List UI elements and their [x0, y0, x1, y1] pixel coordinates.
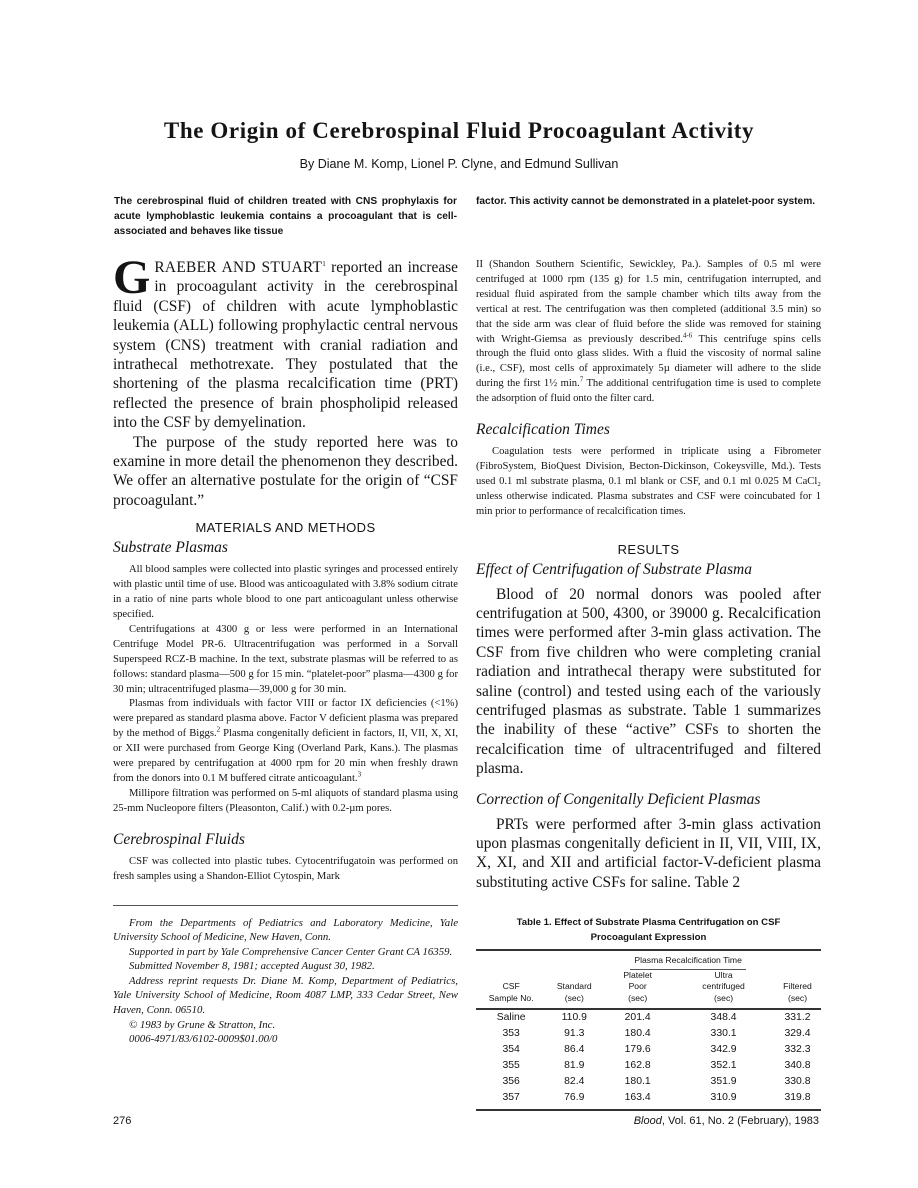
- data-table: [476, 949, 821, 1111]
- cell-sample: 357: [476, 1090, 546, 1110]
- results-paragraph-1: Blood of 20 normal donors was pooled after centrifugation at 500, 4300, or 39000 g. Recalcification times were performed after 3-min glass activation. The CSF from five children who were completing cranial radiation and intrathecal therapy were substituted for saline (control) and tested using each of the variously centrifuged plasmas as substrate. Table 1 summarizes the inability of these “active” CSFs to shorten the recalcification time of ultracentrifuged and filtered plasma.: [476, 585, 821, 778]
- intro-text: reported an increase in procoagulant activity in the cerebrospinal fluid (CSF) of children with acute lymphoblastic leukemia (ALL) following prophylactic central nervous system (CNS) treatment with cranial radiation and intrathecal methotrexate. They postulated that the shortening of the plasma recalcification time (PRT) reflected the presence of brain phospholipid released into the CSF by demyelination.: [113, 259, 458, 432]
- text: The additional centrifugation time is used to complete the adsorption of fluid onto the filter card.: [476, 378, 821, 405]
- text: Plasmas from individuals with factor VIII or factor IX deficiencies (<1%) were prepared as standard plasma above. Factor V deficient plasma was prepared by the method of Biggs.: [113, 698, 458, 740]
- cell-filtered: 332.3: [784, 1044, 811, 1056]
- footnote-affiliation: From the Departments of Pediatrics and Laboratory Medicine, Yale University School of Medicine, New Haven, Conn.: [113, 916, 458, 944]
- cell-platelet-poor: 180.1: [624, 1076, 651, 1088]
- intro-paragraph-1: [113, 251, 458, 433]
- col-header: centrifuged: [702, 981, 745, 992]
- table-header-spacer: [774, 950, 821, 970]
- cell-platelet-poor: 201.4: [624, 1012, 651, 1024]
- substrate-paragraph-1: All blood samples were collected into plastic syringes and processed entirely with plastic until time of use. Blood was anticoagulated with 3.8% sodium citrate in a ratio of nine parts whole blood to one part anticoagulant unless otherwise specified.: [113, 564, 458, 620]
- col-header: [476, 970, 546, 982]
- col-header: Platelet: [623, 969, 652, 980]
- table-row: [476, 1090, 821, 1110]
- table-title-line-2: Procoagulant Expression: [590, 931, 707, 943]
- cell-ultracentrifuged: 351.9: [710, 1076, 737, 1088]
- cell-filtered: 331.2: [784, 1012, 811, 1024]
- table-title: [476, 916, 821, 945]
- substrate-paragraph-4: Millipore filtration was performed on 5-ml aliquots of standard plasma using 25-mm Nucleopore filters (Pleasonton, Calif.) with 0.2-µm pores.: [113, 787, 458, 814]
- cell-standard: 91.3: [564, 1028, 585, 1040]
- group-header-label: Plasma Recalcification Time: [630, 951, 745, 970]
- cell-platelet-poor: 162.8: [624, 1060, 651, 1072]
- footnote-reprints: Address reprint requests Dr. Diane M. Komp, Department of Pediatrics, Yale University School of Medicine, Room 4087 LMP, 333 Cedar Street, New Haven, Conn. 06510.: [113, 974, 458, 1017]
- csf-paragraph-continued: [476, 258, 821, 407]
- cell-ultracentrifuged: 348.4: [710, 1012, 737, 1024]
- reference-marker: 3: [357, 770, 362, 779]
- cell-ultracentrifuged: 342.9: [710, 1044, 737, 1056]
- substrate-paragraph-3: [113, 697, 458, 786]
- table-row: [476, 1009, 821, 1026]
- subheading-recalcification-times: Recalcification Times: [476, 421, 610, 439]
- table-group-header: [602, 950, 774, 970]
- substrate-paragraph-2: Centrifugations at 4300 g or less were performed in an International Centrifuge Model PR-6. Ultracentrifugation was performed in a Sorvall Superspeed RCZ-B machine. In the text, substrate plasmas will be referred to as follows: standard plasma—500 g for 15 min. “platelet-poor” plasma—4300 g for 30 min; ultracentrifuged plasma—39,000 g for 30 min.: [113, 623, 458, 695]
- cell-standard: 82.4: [564, 1076, 585, 1088]
- cell-ultracentrifuged: 352.1: [710, 1060, 737, 1072]
- left-column: [113, 251, 458, 1047]
- cell-sample: 353: [502, 1028, 520, 1040]
- cell-platelet-poor: 163.4: [602, 1090, 673, 1110]
- reference-marker: 2: [216, 725, 221, 734]
- text: Plasma congenitally deficient in factors, II, VII, X, XI, or XII were purchased from George King (Overland Park, Kans.). The plasmas were prepared by centrifugation at 4000 rpm for 20 min when freshly drawn from the donors into 0.1 M buffered citrate anticoagulant.: [113, 728, 458, 784]
- journal-name: Blood: [633, 1115, 662, 1127]
- author-line: By Diane M. Komp, Lionel P. Clyne, and Edmund Sullivan: [299, 157, 619, 171]
- col-header: (sec): [774, 993, 821, 1010]
- table-row: [476, 1074, 821, 1090]
- citation-details: , Vol. 61, No. 2 (February), 1983: [661, 1115, 819, 1127]
- col-header: CSF: [502, 981, 520, 992]
- footnote-dates: Submitted November 8, 1981; accepted August 30, 1982.: [129, 960, 375, 973]
- col-header: Ultra: [714, 969, 733, 980]
- lead-authors: RAEBER AND STUART: [154, 259, 323, 276]
- cell-filtered: 319.8: [774, 1090, 821, 1110]
- col-header: Standard: [556, 981, 592, 992]
- cell-ultracentrifuged: 310.9: [673, 1090, 774, 1110]
- drop-cap: G: [113, 251, 151, 304]
- col-header: (sec): [546, 993, 602, 1010]
- cell-standard: 81.9: [564, 1060, 585, 1072]
- reference-marker: 7: [579, 375, 584, 384]
- abstract-left: The cerebrospinal fluid of children treated with CNS prophylaxis for acute lymphoblastic leukemia contains a procoagulant that is cell-associated and behaves like tissue: [114, 196, 457, 238]
- section-heading-results: RESULTS: [617, 541, 680, 557]
- subheading-cerebrospinal-fluids: Cerebrospinal Fluids: [113, 830, 245, 848]
- abstract-right: factor. This activity cannot be demonstrated in a platelet-poor system.: [476, 196, 816, 207]
- table-row: [476, 1042, 821, 1058]
- article-title: The Origin of Cerebrospinal Fluid Procoagulant Activity: [163, 118, 755, 143]
- col-header: Filtered: [783, 981, 812, 992]
- col-header: (sec): [673, 993, 774, 1010]
- csf-paragraph-1: CSF was collected into plastic tubes. Cytocentrifugatoin was performed on fresh samples using a Shandon-Elliot Cytospin, Mark: [113, 855, 458, 882]
- cell-standard: 86.4: [564, 1044, 585, 1056]
- cell-sample: 354: [502, 1044, 520, 1056]
- col-header: [546, 970, 602, 982]
- results-paragraph-2: PRTs were performed after 3-min glass activation upon plasmas congenitally deficient in II, VII, VIII, IX, X, XI, and XII and artificial factor-V-deficient plasma substituting active CSFs for saline. Table 2: [476, 815, 821, 891]
- cell-filtered: 330.8: [784, 1076, 811, 1088]
- cell-standard: 76.9: [546, 1090, 602, 1110]
- cell-ultracentrifuged: 330.1: [710, 1028, 737, 1040]
- col-header: (sec): [602, 993, 673, 1010]
- table-header-spacer: [476, 950, 602, 970]
- cell-platelet-poor: 180.4: [624, 1028, 651, 1040]
- cell-sample: 356: [502, 1076, 520, 1088]
- footnote-copyright: © 1983 by Grune & Stratton, Inc.: [129, 1018, 276, 1031]
- subheading-effect-of-centrifugation: Effect of Centrifugation of Substrate Plasma: [476, 560, 752, 578]
- footnote-grant: Supported in part by Yale Comprehensive Cancer Center Grant CA 16359.: [129, 945, 453, 958]
- table-row: [476, 1026, 821, 1042]
- col-header: Sample No.: [476, 993, 546, 1010]
- text: This centrifuge spins cells through the fluid onto glass slides. With a fluid the viscosity of normal saline (i.e., CSF), most cells of approximately 5µ diameter will adhere to the slide during the first 1½ min.: [476, 333, 821, 390]
- footnote-divider: [113, 905, 458, 906]
- subheading-correction: Correction of Congenitally Deficient Plasmas: [476, 790, 761, 808]
- cell-sample: Saline: [496, 1012, 526, 1024]
- table-title-line-1: Table 1. Effect of Substrate Plasma Centrifugation on CSF: [516, 917, 781, 929]
- reference-marker: 1: [322, 259, 326, 268]
- col-header: Poor: [628, 981, 647, 992]
- footnote-issn: 0006-4971/83/6102-0009$01.00/0: [129, 1033, 278, 1046]
- cell-platelet-poor: 179.6: [624, 1044, 651, 1056]
- reference-marker: 4-6: [682, 331, 693, 339]
- text: II (Shandon Southern Scientific, Sewickley, Pa.). Samples of 0.5 ml were centrifuged at 1000 rpm (135 g) for 1.5 min, centrifugation interrupted, and residual fluid aspirated from the sample chamber which tilts away from the vertical at rest. The centrifugation was then completed (additional 3.5 min) so that the side arm was clear of fluid before the slide was removed for staining with Wright-Giemsa as previously described.: [476, 259, 821, 345]
- table-1: [476, 916, 821, 1111]
- intro-paragraph-2: The purpose of the study reported here was to examine in more detail the phenomenon they described. We offer an alternative postulate for the origin of “CSF procoagulant.”: [113, 433, 458, 509]
- right-column: [476, 258, 821, 1111]
- journal-citation: [634, 1115, 819, 1127]
- cell-sample: 355: [502, 1060, 520, 1072]
- section-heading-methods: MATERIALS AND METHODS: [195, 520, 376, 536]
- recalc-paragraph-1: Coagulation tests were performed in triplicate using a Fibrometer (FibroSystem, BioQuest Division, Becton-Dickinson, Cokeysville, Md.). Tests used 0.1 ml substrate plasma, 0.1 ml blank or CSF, and 0.1 ml 0.025 M CaCl₂ unless otherwise indicated. Plasma substrates and CSF were coincubated for 1 min prior to performance of recalcification times.: [476, 446, 821, 517]
- cell-filtered: 340.8: [784, 1060, 811, 1072]
- cell-standard: 110.9: [561, 1012, 587, 1024]
- table-row: [476, 1058, 821, 1074]
- col-header: [774, 970, 821, 982]
- page-number: 276: [113, 1115, 132, 1127]
- subheading-substrate-plasmas: Substrate Plasmas: [113, 539, 228, 557]
- cell-filtered: 329.4: [784, 1028, 811, 1040]
